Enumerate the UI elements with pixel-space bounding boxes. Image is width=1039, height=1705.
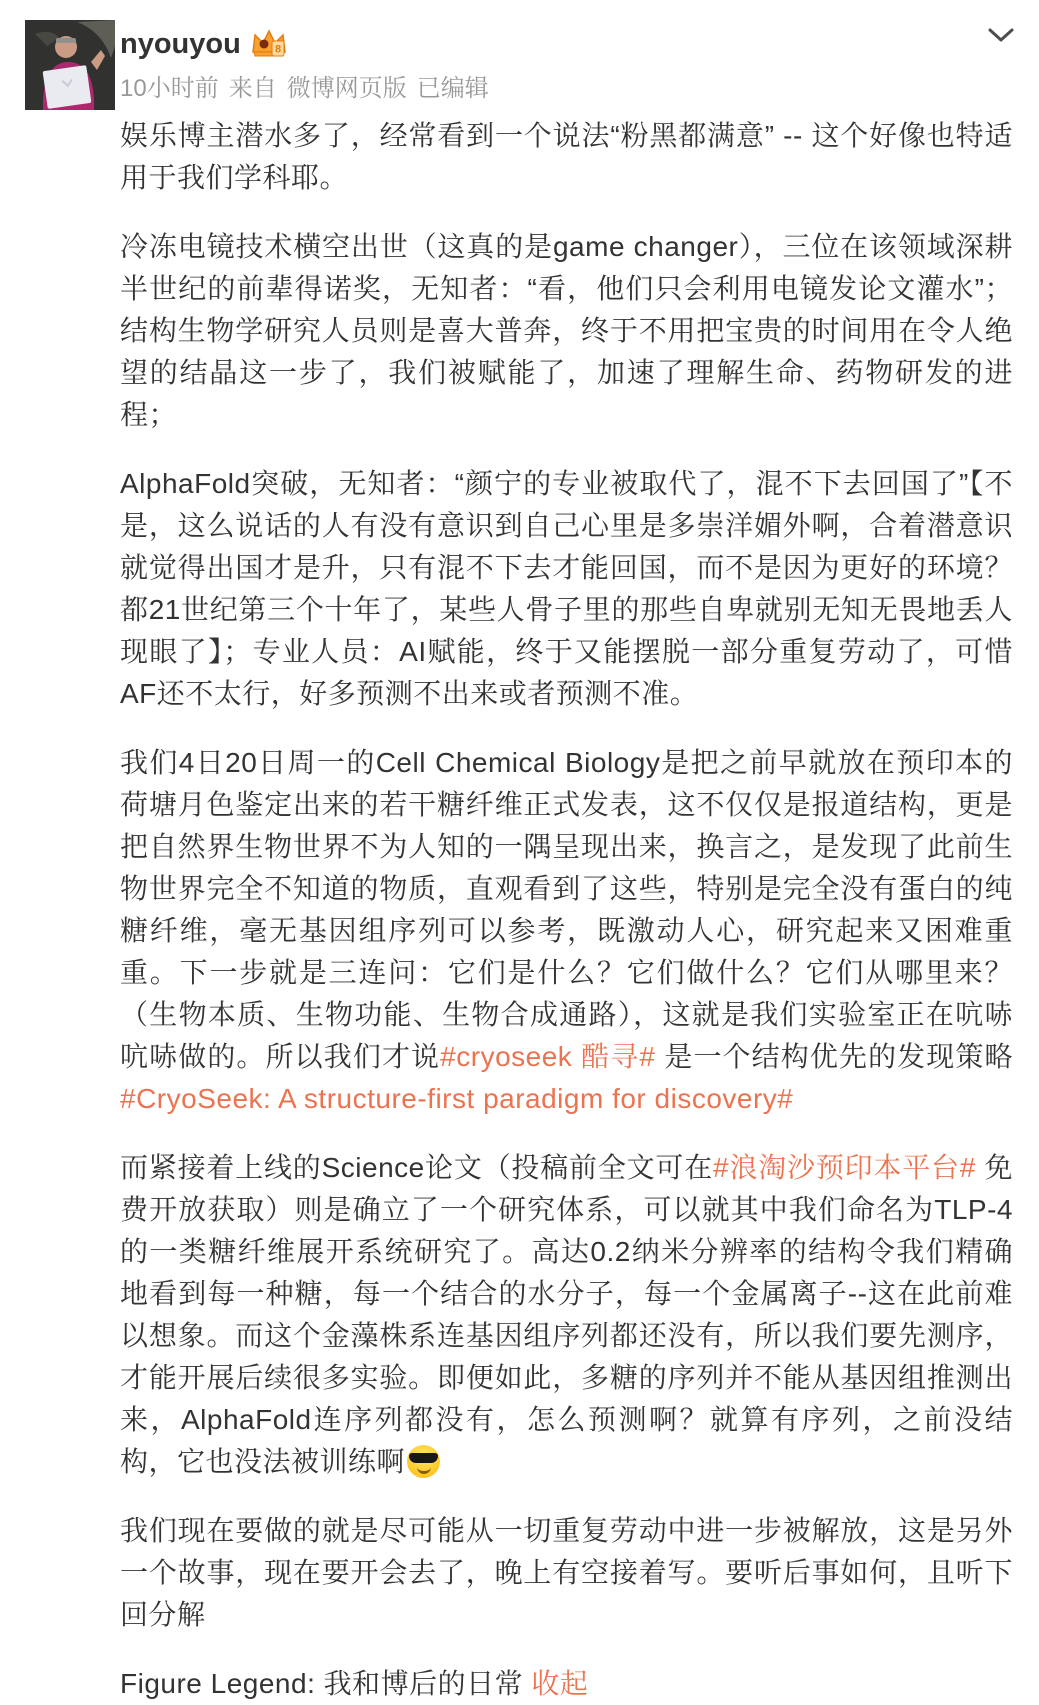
collapse-link[interactable]: 收起 xyxy=(531,1668,589,1699)
source-link[interactable]: 微博网页版 xyxy=(286,75,407,102)
post-text xyxy=(120,115,1013,1705)
post-text-segment: 娱乐博主潜水多了，经常看到一个说法“粉黑都满意” -- 这个好像也特适用于我们学科耶。 xyxy=(120,120,1013,193)
username-row xyxy=(120,27,288,61)
post-text-segment: 冷冻电镜技术横空出世（这真的是game changer），三位在该领域深耕半世纪的前辈得诺奖，无知者：“看，他们只会利用电镜发论文灌水”；结构生物学研究人员则是喜大普奔，终于不用把宝贵的时间用在令人绝望的结晶这一步了，我们被赋能了，加速了理解生命、药物研发的进程； xyxy=(120,231,1013,430)
post-text-segment: 免费开放获取）则是确立了一个研究体系，可以就其中我们命名为TLP-4的一类糖纤维展开系统研究了。高达0.2纳米分辨率的结构令我们精确地看到每一种糖，每一个结合的水分子，每一个金属离子--这在此前难以想象。而这个金藻株系连基因组序列都还没有，所以我们要先测序，才能开展后续很多实验。即便如此，多糖的序列并不能从基因组推测出来，AlphaFold连序列都没有，怎么预测啊？就算有序列，之前没结构，它也没法被训练啊 xyxy=(120,1152,1013,1477)
post-text-segment: 我们现在要做的就是尽可能从一切重复劳动中进一步被解放，这是另外一个故事，现在要开会去了，晚上有空接着写。要听后事如何，且听下回分解 xyxy=(120,1515,1013,1630)
hashtag-link-cryoseek[interactable]: #cryoseek 酷寻# xyxy=(440,1041,656,1072)
username[interactable]: nyouyou xyxy=(120,28,241,60)
edited-badge[interactable]: 已编辑 xyxy=(416,75,489,102)
chevron-down-icon xyxy=(987,27,1015,43)
hashtag-link-cryoseek-english[interactable]: #CryoSeek: A structure-first paradigm for discovery# xyxy=(120,1083,794,1114)
post-paragraph xyxy=(120,226,1013,436)
source-prefix-label: 来自 xyxy=(228,75,277,102)
post-text-segment: 我们4日20日周一的Cell Chemical Biology是把之前早就放在预印本的荷塘月色鉴定出来的若干糖纤维正式发表，这不仅仅是报道结构，更是把自然界生物世界不为人知的一隅呈现出来，换言之，是发现了此前生物世界完全不知道的物质，直观看到了这些，特别是完全没有蛋白的纯糖纤维，毫无基因组序列可以参考，既激动人心，研究起来又困难重重。下一步就是三连问：它们是什么？它们做什么？它们从哪里来？（生物本质、生物功能、生物合成通路），这就是我们实验室正在吭哧吭哧做的。所以我们才说 xyxy=(120,747,1013,1072)
avatar[interactable] xyxy=(25,20,115,110)
post-timestamp[interactable]: 10小时前 xyxy=(120,75,219,102)
post-meta xyxy=(120,74,489,104)
badge-level-number: 8 xyxy=(274,43,281,56)
post-text-segment: 是一个结构优先的发现策略 xyxy=(655,1041,1013,1072)
crown-badge-icon[interactable] xyxy=(250,28,288,60)
post-paragraph xyxy=(120,115,1013,199)
post-paragraph xyxy=(120,1147,1013,1483)
hashtag-link-preprint-platform[interactable]: #浪淘沙预印本平台# xyxy=(713,1152,976,1183)
post-paragraph xyxy=(120,742,1013,1120)
sunglasses-emoji xyxy=(407,1445,440,1478)
post-paragraph xyxy=(120,1510,1013,1636)
post-paragraph xyxy=(120,463,1013,715)
post-text-segment: Figure Legend: 我和博后的日常 xyxy=(120,1668,532,1699)
post-text-segment: AlphaFold突破，无知者：“颜宁的专业被取代了，混不下去回国了”【不是，这么说话的人有没有意识到自己心里是多崇洋媚外啊，合着潜意识就觉得出国才是升，只有混不下去才能回国，而不是因为更好的环境？都21世纪第三个十年了，某些人骨子里的那些自卑就别无知无畏地丢人现眼了】；专业人员：AI赋能，终于又能摆脱一部分重复劳动了，可惜AF还不太行，好多预测不出来或者预测不准。 xyxy=(120,468,1013,709)
post-paragraph xyxy=(120,1663,1013,1705)
post-menu-button[interactable] xyxy=(986,24,1016,46)
post-text-segment: 而紧接着上线的Science论文（投稿前全文可在 xyxy=(120,1152,714,1183)
avatar-image xyxy=(25,20,115,110)
